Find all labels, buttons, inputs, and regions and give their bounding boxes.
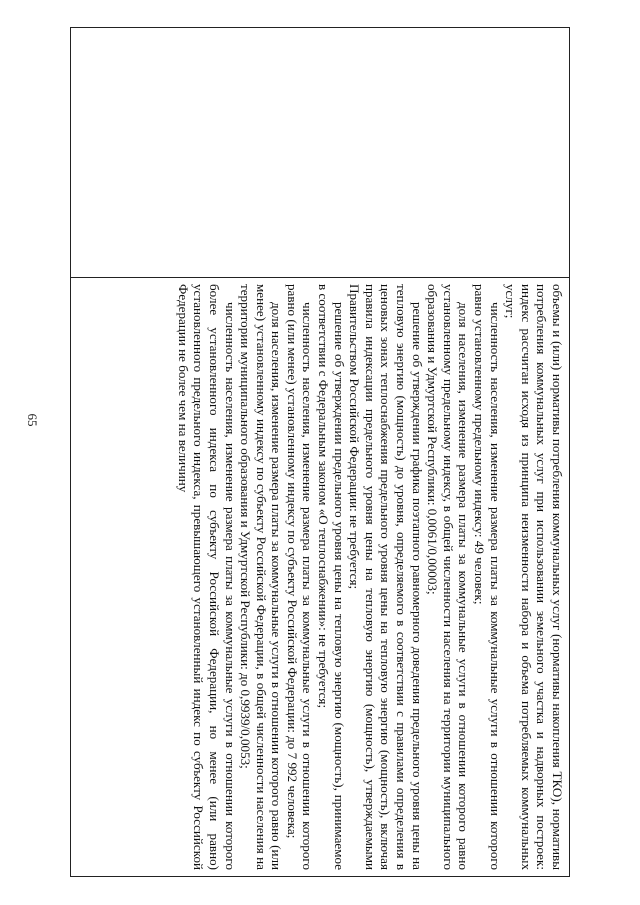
rotated-table-wrapper <box>70 27 570 877</box>
content-table <box>70 27 570 877</box>
paragraph: доля населения, изменение размера платы за коммунальные услуги в отношении которого равно (или менее) установленному индексу по субъекту Российской Федерации, в общей численности населения на территории муниципального образования и Удмуртской Республики: до 0,9939/0,0053; <box>238 284 285 870</box>
page-number: 65 <box>25 413 40 427</box>
paragraph: доля населения, изменение размера платы за коммунальные услуги в отношении которого равно установленному предельному индексу, в общей численности населения на территории муниципального образования и Удмуртской Республики: 0,0061/0,00003; <box>425 284 472 870</box>
table-text-column <box>71 278 569 876</box>
paragraph: численность населения, изменение размера платы за коммунальные услуги в отношении которого равно (или менее) установленному индексу по субъекту Российской Федерации: до 7 992 человека; <box>284 284 316 870</box>
paragraph: решение об утверждении графика поэтапного равномерного доведения предельного уровня цены на тепловую энергию (мощность) до уровня, определяемого в соответствии с правилами определения в ценовых зонах теплоснабжения предельного уровня цены на тепловую энергию (мощность), включая правила индексации предельного уровня цены на тепловую энергию (мощность), утверждаемыми Правительством Российской Федерации: не требуется; <box>347 284 425 870</box>
paragraph: решение об утверждении предельного уровня цены на тепловую энергию (мощность), принимаемое в соответствии с Федеральным законом «О теплоснабжении»: не требуется; <box>316 284 347 870</box>
paragraph: объемы и (или) нормативы потребления коммунальных услуг (нормативы накопления ТКО), нормативы потребления коммунальных услуг при использовании земельного участка и надворных построек: индекс рассчитан исходя из принципа неизменности набора и объема потребляемых коммунальных услуг; <box>503 284 565 870</box>
paragraph: численность населения, изменение размера платы за коммунальные услуги в отношении которого более установленного индекса по субъекту Российской Федерации, но менее (или равно) установленного предельного индекса, превышающего установленный индекс по субъекту Российской Федерации не более чем на величину <box>175 284 238 870</box>
table-empty-column <box>71 28 569 278</box>
paragraph: численность населения, изменение размера платы за коммунальные услуги в отношении которого равно установленному предельному индексу: 49 человек; <box>472 284 503 870</box>
